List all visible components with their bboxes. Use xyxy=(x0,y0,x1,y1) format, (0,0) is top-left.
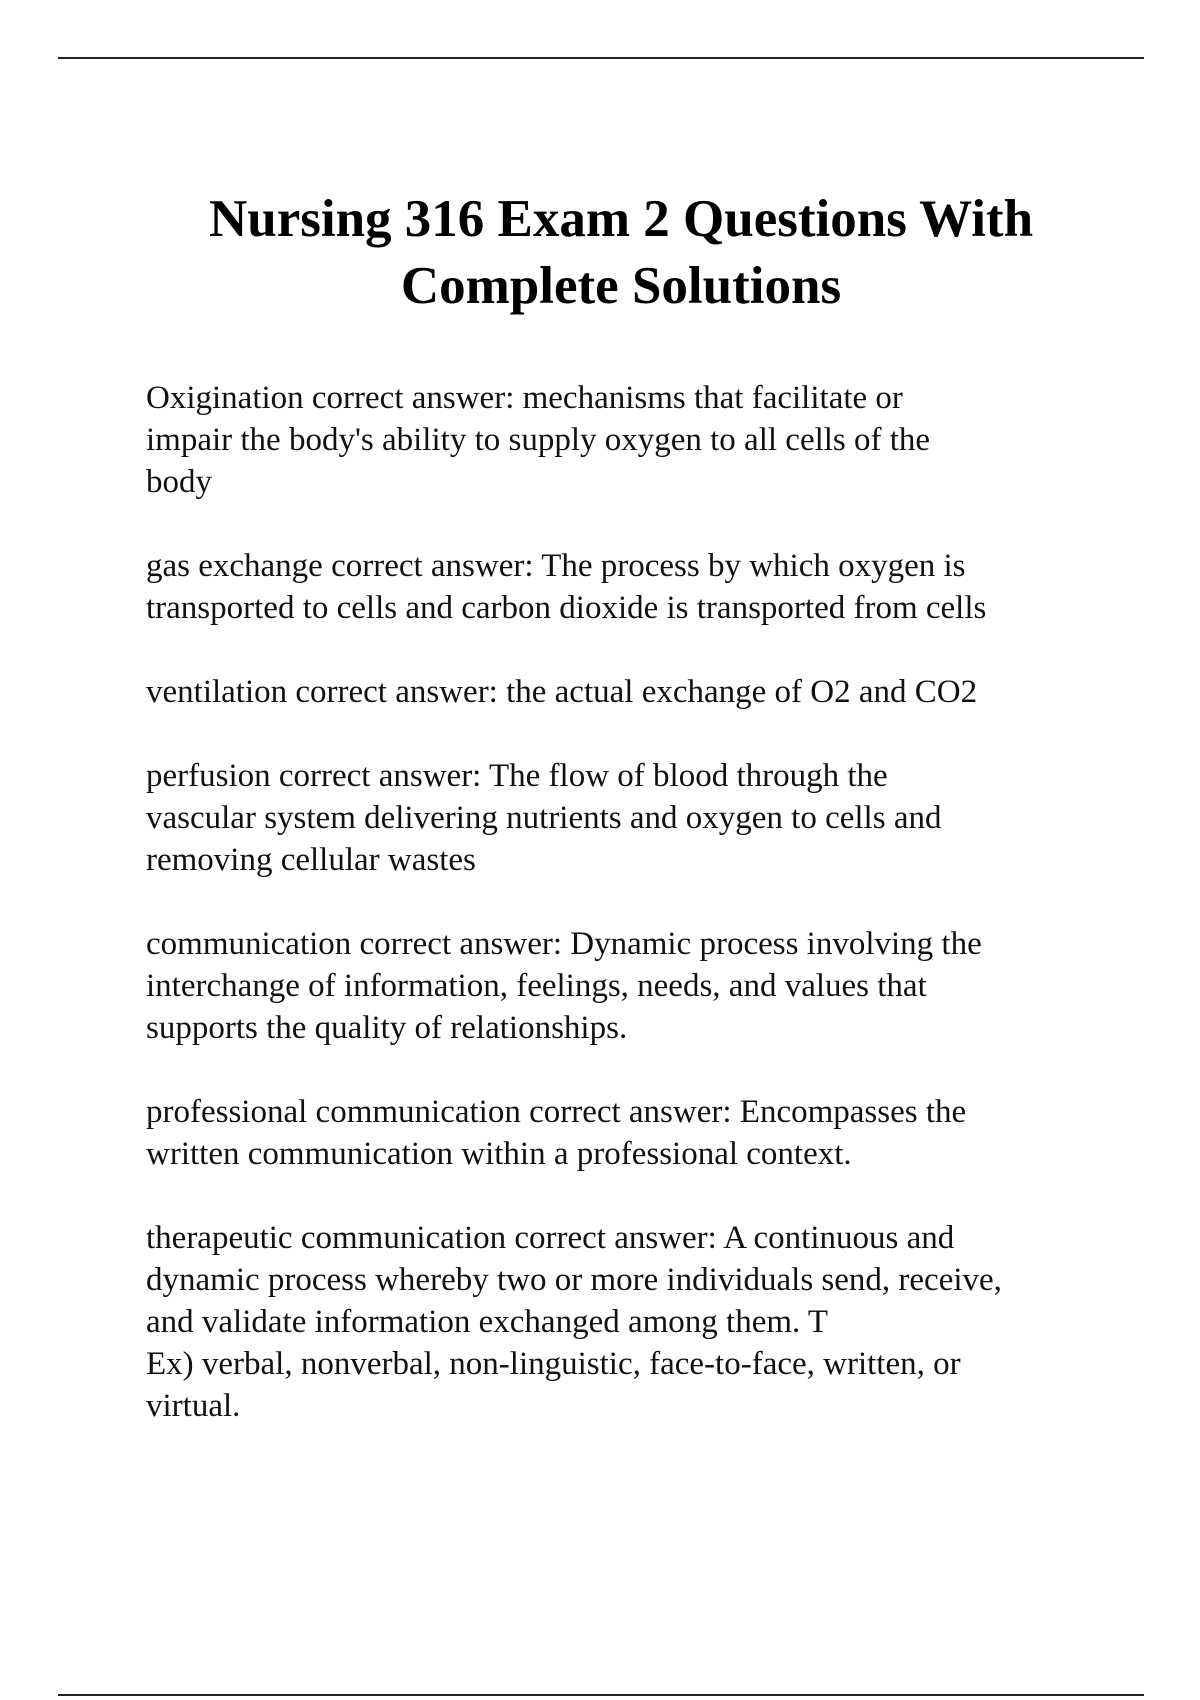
qa-entry-therapeutic-communication xyxy=(146,1217,1096,1427)
qa-text-line: body xyxy=(146,464,212,500)
qa-text-line: written communication within a professional context. xyxy=(146,1136,852,1172)
qa-entry-perfusion xyxy=(146,755,1096,881)
qa-text-line: supports the quality of relationships. xyxy=(146,1010,628,1046)
qa-text-line: professional communication correct answer: Encompasses the xyxy=(146,1094,967,1130)
qa-text-line: perfusion correct answer: The flow of blood through the xyxy=(146,758,888,794)
qa-text-line: and validate information exchanged among them. T xyxy=(146,1304,829,1340)
qa-text-line: removing cellular wastes xyxy=(146,842,476,878)
qa-entry-professional-communication xyxy=(146,1091,1096,1175)
qa-entry-ventilation xyxy=(146,671,1096,713)
qa-text-line: therapeutic communication correct answer: A continuous and xyxy=(146,1220,955,1256)
qa-text-line: dynamic process whereby two or more individuals send, receive, xyxy=(146,1262,1002,1298)
qa-text-line: Oxigination correct answer: mechanisms that facilitate or xyxy=(146,380,903,416)
top-rule xyxy=(58,57,1144,59)
title-line: Nursing 316 Exam 2 Questions With xyxy=(208,190,1034,248)
bottom-rule xyxy=(58,1694,1144,1696)
qa-text-line: impair the body's ability to supply oxygen to all cells of the xyxy=(146,422,931,458)
qa-entry-oxigination xyxy=(146,377,1096,503)
qa-text-line: communication correct answer: Dynamic process involving the xyxy=(146,926,982,962)
qa-text-line: Ex) verbal, nonverbal, non-linguistic, face-to-face, written, or xyxy=(146,1346,961,1382)
qa-entry-communication xyxy=(146,923,1096,1049)
qa-text-line: vascular system delivering nutrients and oxygen to cells and xyxy=(146,800,942,836)
document-body xyxy=(146,186,1096,1469)
qa-entry-gas-exchange xyxy=(146,545,1096,629)
qa-text-line: virtual. xyxy=(146,1388,241,1424)
qa-text-line: transported to cells and carbon dioxide is transported from cells xyxy=(146,590,987,626)
qa-text-line: ventilation correct answer: the actual exchange of O2 and CO2 xyxy=(146,674,978,710)
qa-text-line: gas exchange correct answer: The process by which oxygen is xyxy=(146,548,966,584)
page-title xyxy=(116,186,1126,320)
qa-text-line: interchange of information, feelings, needs, and values that xyxy=(146,968,927,1004)
qa-list xyxy=(146,377,1096,1427)
title-line: Complete Solutions xyxy=(400,257,842,315)
